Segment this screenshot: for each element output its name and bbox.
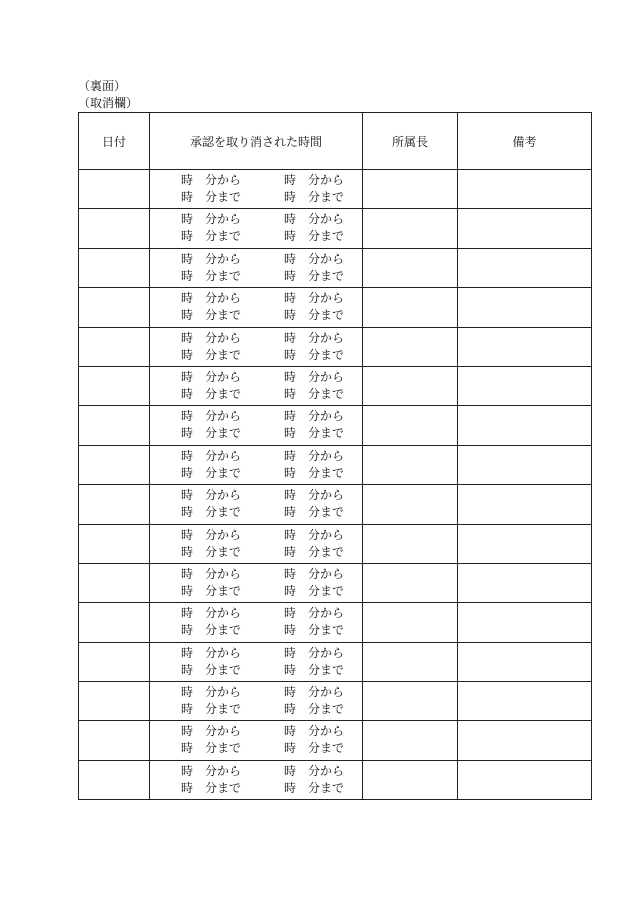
table-row — [79, 682, 592, 721]
manager-cell[interactable] — [363, 760, 458, 799]
header-date: 日付 — [79, 113, 150, 170]
time-cell — [150, 288, 363, 327]
remarks-cell[interactable] — [458, 366, 592, 405]
start-from-text: 時 分から — [181, 251, 242, 266]
manager-cell[interactable] — [363, 248, 458, 287]
end-from-text: 時 分から — [284, 448, 345, 463]
start-from-text: 時 分から — [181, 645, 242, 660]
remarks-cell[interactable] — [458, 288, 592, 327]
table-row — [79, 288, 592, 327]
start-from-text: 時 分から — [181, 724, 242, 739]
end-until-text: 時 分まで — [284, 308, 345, 323]
time-cell — [150, 524, 363, 563]
end-from-text: 時 分から — [284, 685, 345, 700]
start-until-text: 時 分まで — [181, 741, 242, 756]
end-from-text: 時 分から — [284, 724, 345, 739]
start-from-text: 時 分から — [181, 685, 242, 700]
start-from-text: 時 分から — [181, 527, 242, 542]
end-until-text: 時 分まで — [284, 268, 345, 283]
start-from-text: 時 分から — [181, 448, 242, 463]
remarks-cell[interactable] — [458, 642, 592, 681]
table-row — [79, 485, 592, 524]
start-from-text: 時 分から — [181, 763, 242, 778]
manager-cell[interactable] — [363, 445, 458, 484]
end-until-text: 時 分まで — [284, 347, 345, 362]
end-from-text: 時 分から — [284, 606, 345, 621]
start-until-text: 時 分まで — [181, 662, 242, 677]
table-row — [79, 209, 592, 248]
remarks-cell[interactable] — [458, 603, 592, 642]
time-cell — [150, 563, 363, 602]
manager-cell[interactable] — [363, 406, 458, 445]
end-from-text: 時 分から — [284, 369, 345, 384]
end-from-text: 時 分から — [284, 488, 345, 503]
start-until-text: 時 分まで — [181, 190, 242, 204]
date-cell[interactable] — [79, 485, 150, 524]
date-cell[interactable] — [79, 445, 150, 484]
table-row — [79, 642, 592, 681]
end-from-text: 時 分から — [284, 409, 345, 424]
manager-cell[interactable] — [363, 721, 458, 760]
start-until-text: 時 分まで — [181, 268, 242, 283]
end-from-text: 時 分から — [284, 566, 345, 581]
start-until-text: 時 分まで — [181, 386, 242, 401]
end-until-text: 時 分まで — [284, 702, 345, 717]
manager-cell[interactable] — [363, 327, 458, 366]
remarks-cell[interactable] — [458, 327, 592, 366]
remarks-cell[interactable] — [458, 445, 592, 484]
manager-cell[interactable] — [363, 170, 458, 209]
start-from-text: 時 分から — [181, 566, 242, 581]
header-cancelled-time: 承認を取り消された時間 — [150, 113, 363, 170]
manager-cell[interactable] — [363, 485, 458, 524]
end-from-text: 時 分から — [284, 291, 345, 306]
start-from-text: 時 分から — [181, 606, 242, 621]
remarks-cell[interactable] — [458, 170, 592, 209]
table-row — [79, 406, 592, 445]
table-row — [79, 366, 592, 405]
end-from-text: 時 分から — [284, 173, 345, 187]
date-cell[interactable] — [79, 682, 150, 721]
remarks-cell[interactable] — [458, 760, 592, 799]
start-until-text: 時 分まで — [181, 544, 242, 559]
time-cell — [150, 760, 363, 799]
start-until-text: 時 分まで — [181, 780, 242, 795]
manager-cell[interactable] — [363, 288, 458, 327]
end-until-text: 時 分まで — [284, 229, 345, 244]
manager-cell[interactable] — [363, 563, 458, 602]
table-row — [79, 721, 592, 760]
date-cell[interactable] — [79, 603, 150, 642]
end-until-text: 時 分まで — [284, 465, 345, 480]
section-label: （取消欄） — [78, 96, 139, 110]
end-from-text: 時 分から — [284, 251, 345, 266]
header-remarks: 備考 — [458, 113, 592, 170]
manager-cell[interactable] — [363, 642, 458, 681]
manager-cell[interactable] — [363, 524, 458, 563]
date-cell[interactable] — [79, 642, 150, 681]
start-until-text: 時 分まで — [181, 308, 242, 323]
side-label: （裏面） — [78, 79, 127, 93]
time-cell — [150, 170, 363, 209]
end-until-text: 時 分まで — [284, 583, 345, 598]
table-row — [79, 603, 592, 642]
end-from-text: 時 分から — [284, 212, 345, 227]
end-until-text: 時 分まで — [284, 190, 345, 204]
manager-cell[interactable] — [363, 603, 458, 642]
table-row — [79, 248, 592, 287]
time-cell — [150, 603, 363, 642]
remarks-cell[interactable] — [458, 485, 592, 524]
time-cell — [150, 327, 363, 366]
date-cell[interactable] — [79, 327, 150, 366]
time-cell — [150, 248, 363, 287]
header-row — [79, 113, 592, 170]
start-from-text: 時 分から — [181, 369, 242, 384]
time-cell — [150, 721, 363, 760]
end-until-text: 時 分まで — [284, 623, 345, 638]
table-row — [79, 563, 592, 602]
start-until-text: 時 分まで — [181, 505, 242, 520]
table-row — [79, 445, 592, 484]
start-from-text: 時 分から — [181, 330, 242, 345]
table-body — [79, 170, 592, 800]
date-cell[interactable] — [79, 366, 150, 405]
remarks-cell[interactable] — [458, 524, 592, 563]
end-until-text: 時 分まで — [284, 426, 345, 441]
start-until-text: 時 分まで — [181, 426, 242, 441]
start-until-text: 時 分まで — [181, 229, 242, 244]
start-from-text: 時 分から — [181, 409, 242, 424]
end-from-text: 時 分から — [284, 763, 345, 778]
time-cell — [150, 209, 363, 248]
remarks-cell[interactable] — [458, 209, 592, 248]
time-cell — [150, 406, 363, 445]
date-cell[interactable] — [79, 170, 150, 209]
start-until-text: 時 分まで — [181, 623, 242, 638]
remarks-cell[interactable] — [458, 682, 592, 721]
remarks-cell[interactable] — [458, 248, 592, 287]
end-until-text: 時 分まで — [284, 386, 345, 401]
end-from-text: 時 分から — [284, 645, 345, 660]
remarks-cell[interactable] — [458, 563, 592, 602]
time-cell — [150, 485, 363, 524]
date-cell[interactable] — [79, 209, 150, 248]
manager-cell[interactable] — [363, 209, 458, 248]
start-from-text: 時 分から — [181, 488, 242, 503]
cancellation-table — [78, 112, 592, 800]
start-until-text: 時 分まで — [181, 465, 242, 480]
date-cell[interactable] — [79, 524, 150, 563]
time-cell — [150, 366, 363, 405]
date-cell[interactable] — [79, 248, 150, 287]
end-until-text: 時 分まで — [284, 505, 345, 520]
end-until-text: 時 分まで — [284, 780, 345, 795]
end-from-text: 時 分から — [284, 330, 345, 345]
time-cell — [150, 642, 363, 681]
start-from-text: 時 分から — [181, 291, 242, 306]
end-until-text: 時 分まで — [284, 741, 345, 756]
date-cell[interactable] — [79, 563, 150, 602]
date-cell[interactable] — [79, 721, 150, 760]
remarks-cell[interactable] — [458, 721, 592, 760]
start-until-text: 時 分まで — [181, 347, 242, 362]
table-row — [79, 524, 592, 563]
remarks-cell[interactable] — [458, 406, 592, 445]
date-cell[interactable] — [79, 760, 150, 799]
start-from-text: 時 分から — [181, 173, 242, 187]
table-row — [79, 760, 592, 799]
end-until-text: 時 分まで — [284, 662, 345, 677]
table-row — [79, 170, 592, 209]
date-cell[interactable] — [79, 406, 150, 445]
start-until-text: 時 分まで — [181, 583, 242, 598]
header-manager: 所属長 — [363, 113, 458, 170]
time-cell — [150, 682, 363, 721]
time-cell — [150, 445, 363, 484]
manager-cell[interactable] — [363, 682, 458, 721]
table-row — [79, 327, 592, 366]
end-until-text: 時 分まで — [284, 544, 345, 559]
start-until-text: 時 分まで — [181, 702, 242, 717]
start-from-text: 時 分から — [181, 212, 242, 227]
date-cell[interactable] — [79, 288, 150, 327]
end-from-text: 時 分から — [284, 527, 345, 542]
manager-cell[interactable] — [363, 366, 458, 405]
